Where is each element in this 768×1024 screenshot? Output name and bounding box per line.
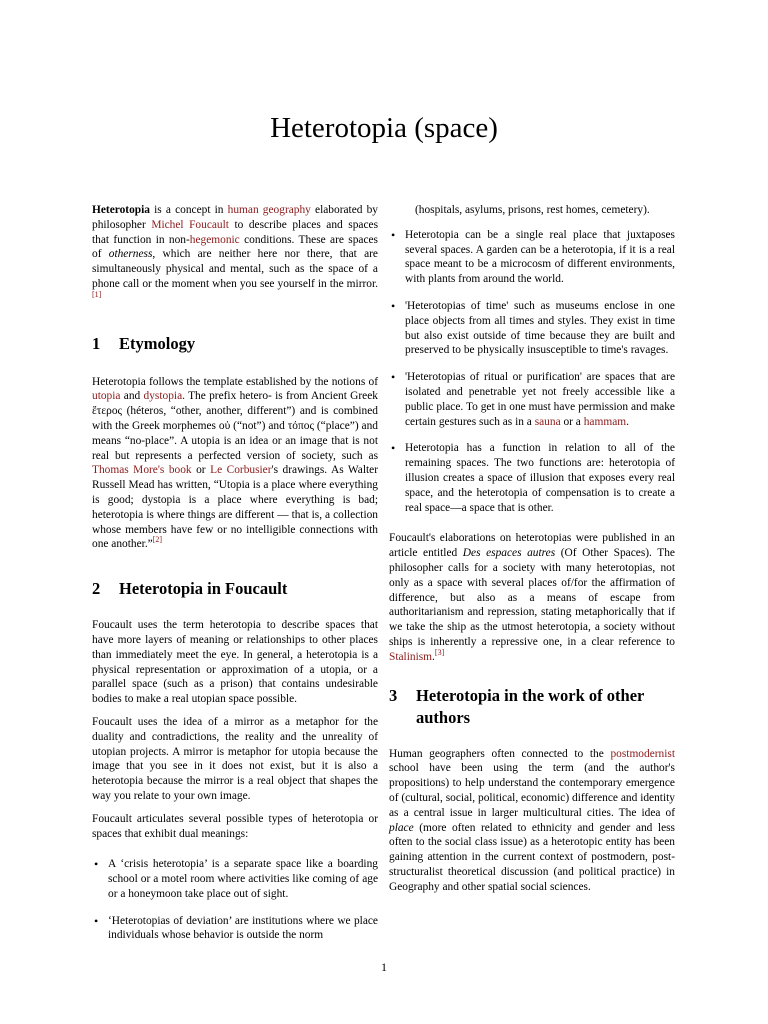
foucault-paragraph-1: Foucault uses the term heterotopia to describe spaces that have more layers of meaning or relationships to other places than immediately meet the eye. In general, a heterotopia is a physical representation or approximation of a utopia, or a parallel space (such as a prison) that contains undesirable bodies to make a real utopian space possible. <box>92 619 378 706</box>
other-authors-emphasis: place <box>389 821 414 834</box>
section-heading-other-authors <box>389 685 675 729</box>
etymology-text: and <box>120 390 144 403</box>
intro-text: to describe places and spaces that function in non- <box>92 218 378 246</box>
etymology-paragraph <box>92 375 378 553</box>
intro-paragraph <box>92 203 378 307</box>
intro-text: elaborated by philosopher <box>92 204 378 231</box>
etymology-text: . The prefix hetero- is from Ancient Greek ἕτερος (héteros, “other, another, different”) and is combined with the Greek morphemes οὐ (“not”) and τόπος (“place”) and means “no-place”. A utopia is an idea or an image that is not real but represents a perfected version of society, such as <box>92 390 378 462</box>
section-number: 1 <box>92 333 101 353</box>
foucault-paragraph-2: Foucault uses the idea of a mirror as a metaphor for the duality and contradictions, the reality and the unreality of utopian projects. A mirror is metaphor for utopia because the image that you see in it does not exist, but it is also a heterotopia because the mirror is a real object that shapes the way you relate to your own image. <box>92 715 378 802</box>
link-thomas-more-book[interactable]: Thomas More's book <box>92 464 192 477</box>
list-item-continuation: (hospitals, asylums, prisons, rest homes, cemetery). <box>415 204 650 216</box>
list-item: • A ‘crisis heterotopia’ is a separate space like a boarding school or a motel room where activities like coming of age or a honeymoon take place out of sight. <box>92 857 378 901</box>
page-title: Heterotopia (space) <box>270 112 498 144</box>
section-number: 3 <box>389 685 398 705</box>
foucault-text: (Of Other Spaces). The philosopher calls for a society with many heterotopias, not only as a space with several places of/for the affirmation of difference, but also as a means of escape from authoritarianism and repression, stating metaphorically that if we take the ship as the utmost heterotopia, a society without ships is inherently a repressive one, in a clear reference to <box>389 547 675 648</box>
section-heading-foucault <box>92 578 378 600</box>
other-authors-text: (more often related to ethnicity and gender and less often to the social class issue) as a heterotopic entity has been gaining attention in the current context of postmodern, post-structuralist theoretical discussion (and political practice) in Geography and other spatial social sciences. <box>389 821 675 893</box>
page-number: 1 <box>381 960 387 974</box>
other-authors-paragraph <box>389 747 675 895</box>
link-utopia[interactable]: utopia <box>92 390 121 403</box>
left-column <box>92 203 378 943</box>
link-dystopia[interactable]: dystopia <box>143 390 183 403</box>
link-hegemonic[interactable]: hegemonic <box>189 233 240 246</box>
intro-text: is a concept in <box>150 204 228 216</box>
link-sauna[interactable]: sauna <box>534 415 561 428</box>
intro-text: conditions. These are spaces of <box>92 233 378 261</box>
etymology-text: or <box>191 464 211 477</box>
right-column <box>389 203 675 902</box>
citation-1[interactable]: [1] <box>92 289 102 299</box>
list-item: • ‘Heterotopias of deviation’ are institutions where we place individuals whose behavior is outside the norm <box>92 914 378 944</box>
citation-3[interactable]: [3] <box>434 647 445 657</box>
list-item-text: . <box>626 415 629 428</box>
list-item-text: or a <box>560 415 584 428</box>
etymology-text: Heterotopia follows the template established by the notions of <box>92 375 378 388</box>
link-hammam[interactable]: hammam <box>583 415 627 428</box>
intro-text: , which are neither here nor there, that are simultaneously physical and mental, such as the space of a phone call or the moment when you see yourself in the mirror. <box>92 248 378 290</box>
other-authors-text: school have been using the term (and the author's propositions) to help understand the contemporary emergence of (cultural, social, political, economic) difference and identity as a central issue in larger multicultural cities. The idea of <box>389 762 675 819</box>
citation-2[interactable]: [2] <box>152 535 163 545</box>
section-title: Heterotopia in the work of other authors <box>416 685 645 727</box>
foucault-text: . <box>432 650 435 663</box>
link-postmodernist[interactable]: postmodernist <box>610 747 675 760</box>
link-le-corbusier[interactable]: Le Corbusier <box>210 464 272 477</box>
list-item-text: 'Heterotopias of ritual or purification' are spaces that are isolated and penetrable yet not freely accessible like a public place. To get in one must have permission and make certain gestures such as in a <box>405 371 675 428</box>
foucault-paragraph-3: Foucault articulates several possible types of heterotopia or spaces that exhibit dual meanings: <box>92 812 378 840</box>
section-heading-etymology <box>92 333 378 355</box>
section-title: Etymology <box>119 333 196 353</box>
link-human-geography[interactable]: human geography <box>227 204 311 216</box>
list-item <box>389 370 675 429</box>
heterotopia-types-list <box>92 857 378 943</box>
foucault-text: Foucault's elaborations on heterotopias were published in an article entitled <box>389 532 675 560</box>
link-michel-foucault[interactable]: Michel Foucault <box>151 218 229 231</box>
link-stalinism[interactable]: Stalinism <box>389 650 433 663</box>
list-item: • Heterotopia has a function in relation to all of the remaining spaces. The two functions are: heterotopia of illusion creates a space of illusion that exposes every real space, and the heterotopia of compensation is to create a real space—a space that is other. <box>389 441 675 515</box>
list-item: • 'Heterotopias of time' such as museums enclose in one place objects from all times and styles. They exist in time but also exist outside of time because they are built and preserved to be physically insusceptible to time's ravages. <box>389 299 675 358</box>
other-authors-text: Human geographers often connected to the <box>389 747 611 760</box>
intro-emphasis: otherness <box>108 248 153 261</box>
article-title: Des espaces autres <box>462 547 556 560</box>
heterotopia-types-list-continued <box>389 228 675 516</box>
intro-term: Heterotopia <box>92 204 150 216</box>
foucault-paragraph-4 <box>389 531 675 664</box>
section-number: 2 <box>92 579 101 599</box>
section-title: Heterotopia in Foucault <box>119 579 288 599</box>
list-item: • Heterotopia can be a single real place that juxtaposes several spaces. A garden can be a heterotopia, if it is a real space meant to be a microcosm of different environments, with plants from around the world. <box>389 228 675 287</box>
etymology-text: 's drawings. As Walter Russell Mead has written, “Utopia is a place where everything is good; dystopia is a place where everything is bad; heterotopia is where things are different — that is, a collection whose members have few or no intelligible connections with one another.” <box>92 464 379 551</box>
